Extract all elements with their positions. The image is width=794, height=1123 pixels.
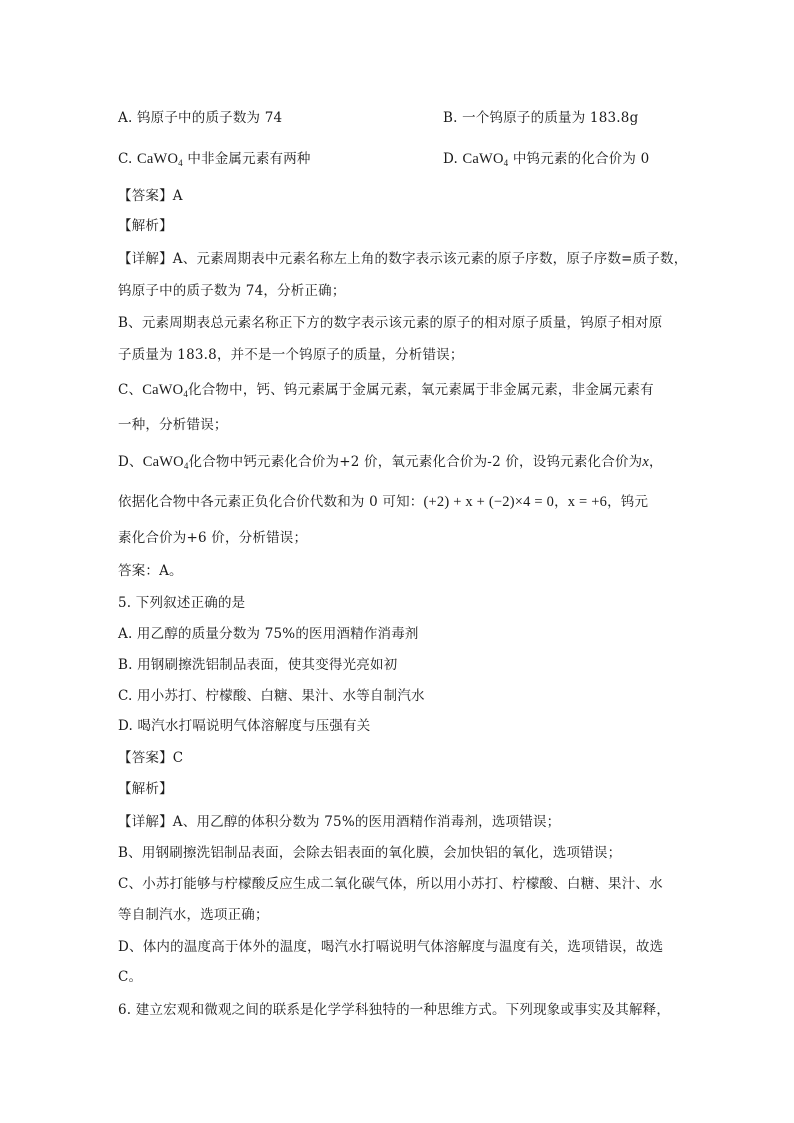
math-equation: x = +6 [567,494,608,510]
formula-cawo4 [463,151,509,167]
detail-line: 子质量为 183.8，并不是一个钨原子的质量，分析错误； [118,347,464,363]
detail-line: B、用钢刷擦洗铝制品表面，会除去铝表面的氧化膜，会加快铝的氧化，选项错误； [118,845,622,861]
detail-line: D、体内的温度高于体外的温度，喝汽水打嗝说明气体溶解度与温度有关，选项错误，故选 [118,939,664,955]
option-b: B. 用钢刷擦洗铝制品表面，使其变得光亮如初 [118,657,398,673]
detail-line: 钨原子中的质子数为 74，分析正确； [118,283,346,299]
analysis-label: 【解析】 [118,781,173,797]
detail-line: 【详解】A、用乙醇的体积分数为 75%的医用酒精作消毒剂，选项错误； [118,814,561,830]
detail-text: D、 [118,454,143,470]
analysis-label: 【解析】 [118,218,173,234]
detail-line [118,380,654,400]
answer-label: 【答案】C [118,750,184,766]
detail-text: ，钨元 [607,494,649,510]
detail-line: C、小苏打能够与柠檬酸反应生成二氧化碳气体，所以用小苏打、柠檬酸、白糖、果汁、水 [118,876,663,892]
detail-line: 素化合价为+6 价，分析错误； [118,530,308,546]
option-c: C. 用小苏打、柠檬酸、白糖、果汁、水等自制汽水 [118,688,425,704]
formula-subscript: 4 [183,461,189,471]
detail-text: 化合物中钙元素化合价为+2 价，氧元素化合价为-2 价，设钨元素化合价为 [188,454,643,470]
option-label: A. [118,110,133,126]
option-a: A. 用乙醇的质量分数为 75%的医用酒精作消毒剂 [118,626,419,642]
math-equation: (+2) + x + (−2)×4 = 0 [423,494,555,510]
option-text: 钨原子中的质子数为 74 [136,110,283,126]
option-label: B. [443,110,458,126]
formula-subscript: 4 [503,158,509,168]
formula-subscript: 4 [178,158,183,168]
option-label: D. [443,151,459,167]
detail-text: 化合物中，钙、钨元素属于金属元素，氧元素属于非金属元素，非金属元素有 [188,382,654,398]
option-label: C. [118,151,133,167]
detail-text: 依据化合物中各元素正负化合价代数和为 0 可知： [118,494,424,510]
detail-line: B、元素周期表总元素名称正下方的数字表示该元素的原子的相对原子质量，钨原子相对原 [118,315,663,331]
formula-text: CaWO [137,151,179,167]
math-variable: x [642,454,649,470]
option-d: D. 喝汽水打嗝说明气体溶解度与压强有关 [118,718,371,734]
formula-text: CaWO [142,382,184,398]
detail-text: C、 [118,382,143,398]
formula-text: CaWO [142,454,184,470]
option-c [118,149,311,169]
option-text: 中非金属元素有两种 [182,151,311,167]
option-text: 一个钨原子的质量为 183.8g [462,110,639,126]
question-stem: 5. 下列叙述正确的是 [118,595,246,611]
formula-cawo4 [142,382,188,398]
option-text: 中钨元素的化合价为 0 [508,151,650,167]
detail-line: 一种，分析错误； [118,417,228,433]
formula-cawo4 [137,151,183,167]
detail-line [118,452,663,472]
option-b [443,108,638,128]
option-a [118,108,282,128]
formula-cawo4 [143,454,189,470]
detail-line: 【详解】A、元素周期表中元素名称左上角的数字表示该元素的原子序数，原子序数=质子数， [118,251,688,267]
detail-text: ， [649,454,663,470]
detail-line: 等自制汽水，选项正确； [118,907,269,923]
detail-line: 答案：A。 [118,563,183,579]
formula-text: CaWO [462,151,504,167]
answer-label: 【答案】A [118,188,183,204]
question-stem: 6. 建立宏观和微观之间的联系是化学学科独特的一种思维方式。下列现象或事实及其解释， [118,1002,671,1018]
detail-text: ， [554,494,568,510]
formula-subscript: 4 [183,389,189,399]
detail-line [118,492,648,512]
detail-line: C。 [118,969,143,985]
option-d [443,149,649,169]
